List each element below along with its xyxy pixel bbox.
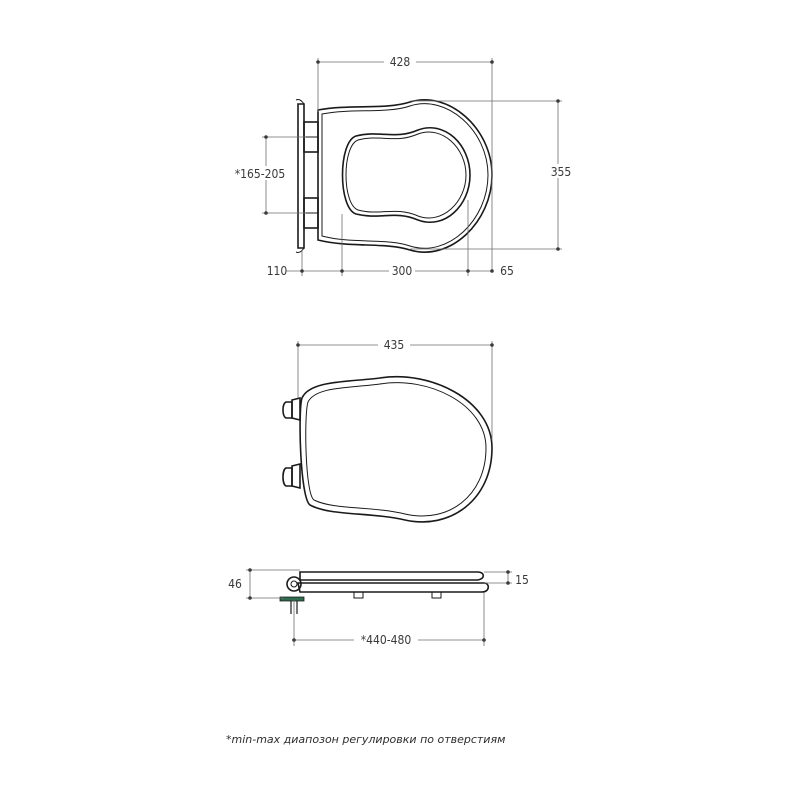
dim-width-top: 428 [389,55,411,69]
dim-hole-spacing: *165-205 [234,167,286,181]
side-view [228,568,529,647]
dim-offset-right: 65 [500,264,514,278]
side-seat [298,583,488,592]
top-view [232,54,574,278]
seat-foot-rear [432,592,441,598]
lid-hinge-lower [292,464,300,488]
dim-depth: 355 [550,165,572,179]
footnote: *min-max диапозон регулировки по отверстиям [226,733,506,746]
side-lid [300,572,483,580]
lid-hinge-upper [292,398,300,420]
seat-inner-opening [343,128,471,222]
lid-view [283,337,494,522]
dim-length: *440-480 [360,633,412,647]
dim-offset-left: 110 [266,264,288,278]
seat-foot-front [354,592,363,598]
mounting-plate [298,104,304,248]
lid-outline [300,377,492,522]
dim-inner-length: 300 [391,264,413,278]
dim-thickness: 15 [515,573,529,587]
dim-height: 46 [228,577,242,591]
dim-width-lid: 435 [383,338,405,352]
